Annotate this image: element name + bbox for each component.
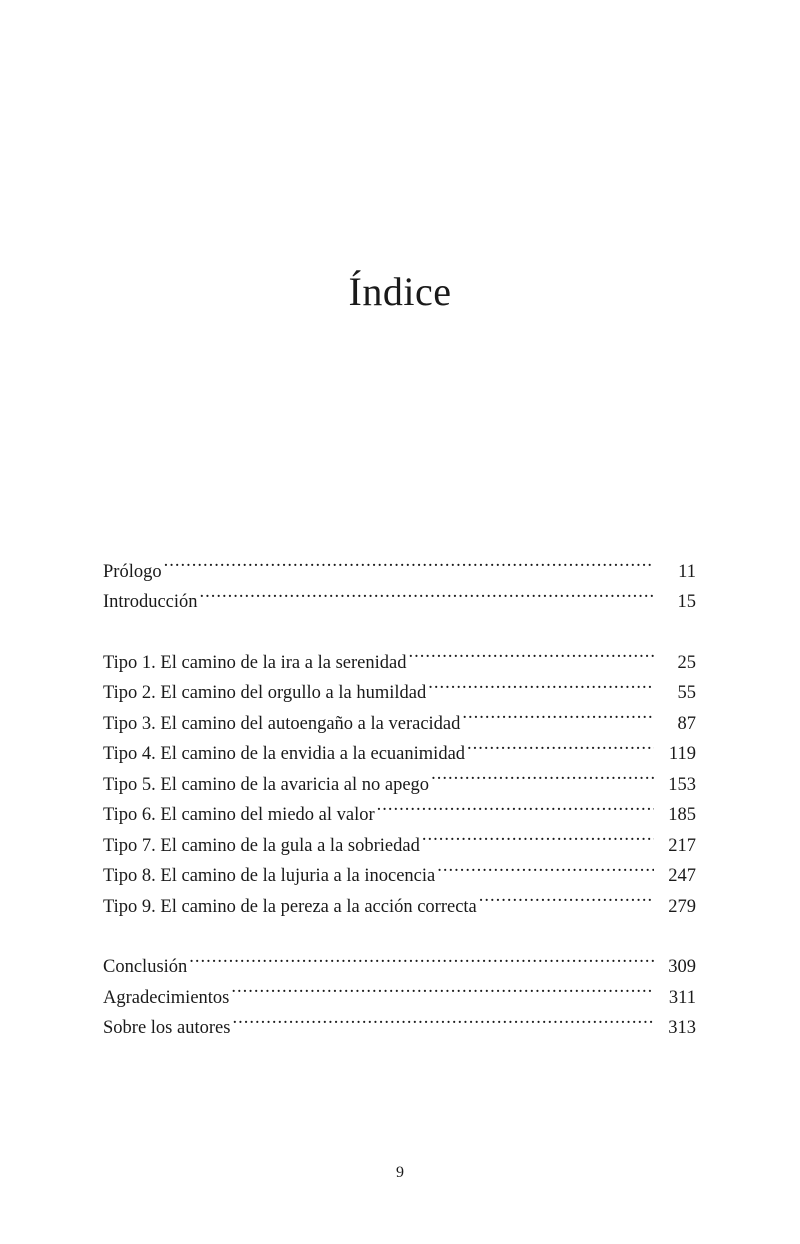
toc-entry-title: Sobre los autores [103, 1018, 231, 1038]
toc-entry-title: Tipo 4. El camino de la envidia a la ecuanimidad [103, 744, 466, 764]
toc-entry-page: 309 [668, 957, 696, 977]
toc-entry-title: Tipo 5. El camino de la avaricia al no apego [103, 774, 430, 795]
toc-dot-leader [189, 942, 654, 973]
toc-entry-title: Agradecimientos [103, 987, 230, 1008]
toc-dot-leader [479, 881, 654, 912]
toc-entry-page: 185 [668, 805, 696, 825]
toc-entry-conclusion [103, 942, 696, 977]
toc-front-matter [103, 546, 696, 612]
toc-entry-page: 247 [668, 866, 696, 886]
toc-entry-page: 55 [677, 683, 696, 703]
toc-entry-page: 313 [668, 1018, 696, 1038]
toc-dot-leader [422, 820, 654, 851]
toc-entry-title: Tipo 6. El camino del miedo al valor [103, 805, 375, 825]
toc-entry-title: Conclusión [103, 957, 188, 977]
toc-entry-page: 11 [678, 561, 696, 582]
toc-entry-page: 153 [668, 774, 696, 795]
toc-entry-title: Prólogo [103, 561, 162, 582]
toc-back-matter [103, 942, 696, 1038]
toc-entry-title: Tipo 3. El camino del autoengaño a la veracidad [103, 713, 461, 734]
toc-dot-leader [462, 698, 654, 729]
toc-dot-leader [232, 1003, 654, 1034]
toc-entry-title: Tipo 8. El camino de la lujuria a la inocencia [103, 866, 436, 886]
toc-entry-page: 279 [668, 896, 696, 917]
toc-entry-prologo [103, 546, 696, 582]
toc-entry-page: 311 [668, 987, 696, 1008]
toc-dot-leader [200, 577, 654, 608]
page-title: Índice [348, 269, 452, 314]
toc-entry-title: Introducción [103, 592, 198, 612]
toc-chapters [103, 637, 696, 917]
toc-entry-tipo-1 [103, 637, 696, 673]
toc-dot-leader [164, 546, 654, 577]
toc-entry-page: 25 [677, 652, 696, 673]
toc-dot-leader [428, 668, 654, 699]
toc-dot-leader [431, 759, 654, 790]
toc-entry-title: Tipo 1. El camino de la ira a la serenidad [103, 652, 407, 673]
toc-entry-page: 15 [677, 592, 696, 612]
toc-entry-page: 217 [668, 835, 696, 856]
toc-entry-page: 87 [677, 713, 696, 734]
table-of-contents [103, 546, 696, 1038]
toc-entry-page: 119 [668, 744, 696, 764]
toc-dot-leader [467, 729, 654, 760]
toc-dot-leader [437, 851, 654, 882]
toc-dot-leader [231, 972, 654, 1003]
page-number: 9 [396, 1164, 404, 1181]
toc-entry-title: Tipo 7. El camino de la gula a la sobriedad [103, 835, 420, 856]
toc-dot-leader [408, 637, 654, 668]
toc-entry-title: Tipo 2. El camino del orgullo a la humildad [103, 683, 427, 703]
toc-entry-agradecimientos [103, 972, 696, 1008]
toc-dot-leader [377, 790, 654, 821]
toc-entry-introduccion [103, 577, 696, 612]
toc-entry-title: Tipo 9. El camino de la pereza a la acción correcta [103, 896, 477, 917]
